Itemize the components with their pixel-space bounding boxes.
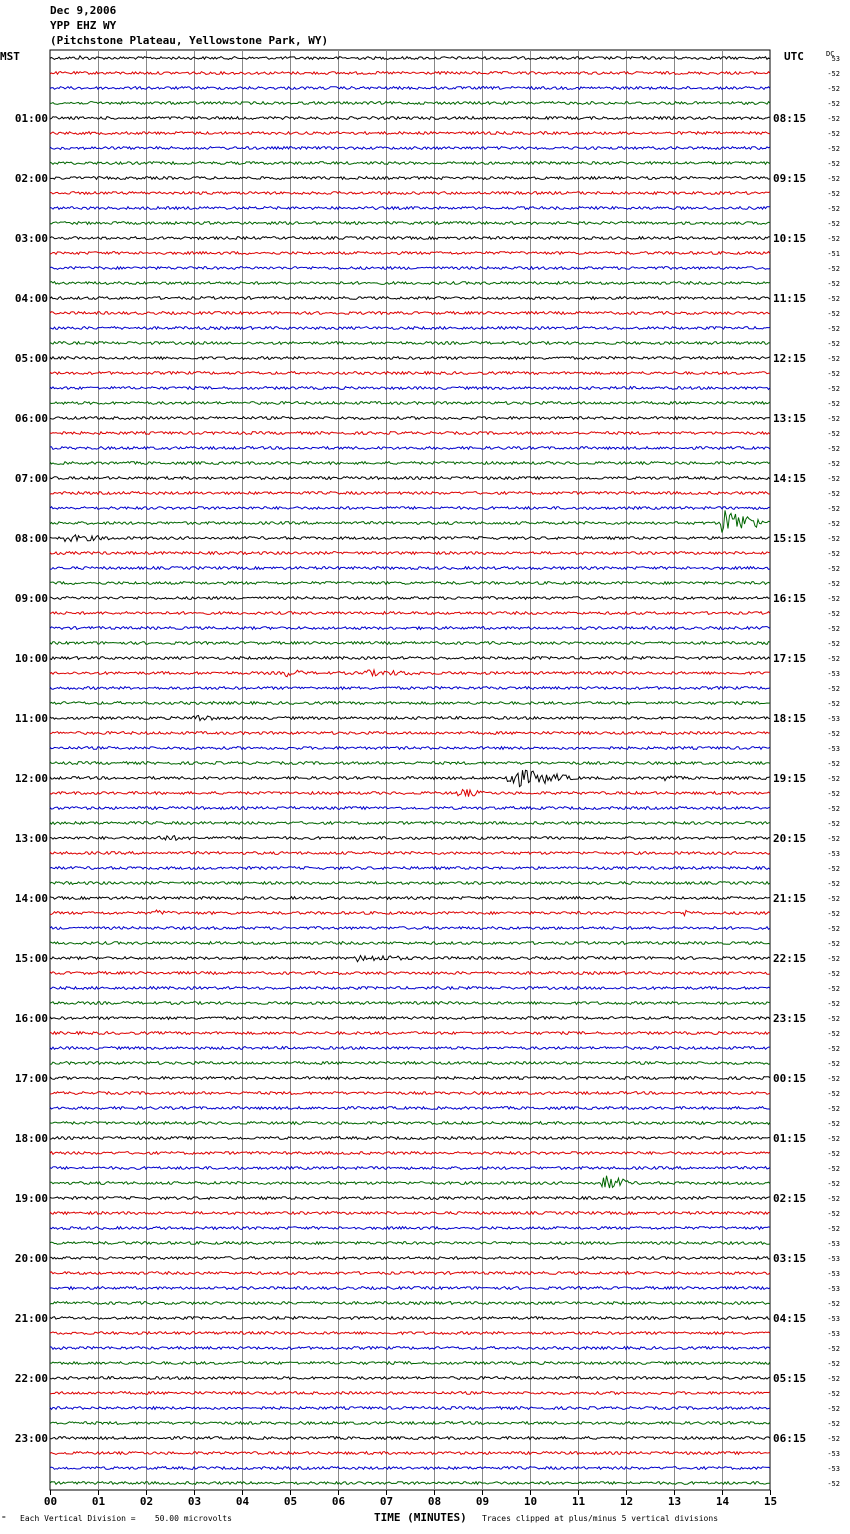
x-tick-label: 06 xyxy=(331,1495,346,1508)
dc-offset-label: -52 xyxy=(827,730,840,738)
x-tick-label: 08 xyxy=(427,1495,442,1508)
trace-row xyxy=(50,1017,770,1020)
trace-row xyxy=(50,657,770,660)
dc-offset-label: -52 xyxy=(827,130,840,138)
trace-row xyxy=(50,1032,770,1035)
dc-offset-label: -52 xyxy=(827,520,840,528)
dc-offset-label: -52 xyxy=(827,145,840,153)
dc-offset-label: -52 xyxy=(827,490,840,498)
trace-row xyxy=(50,897,770,900)
dc-offset-label: -52 xyxy=(827,205,840,213)
dc-offset-label: -52 xyxy=(827,595,840,603)
dc-offset-label: -52 xyxy=(827,370,840,378)
left-hour-label: 10:00 xyxy=(14,652,48,665)
dc-offset-label: -52 xyxy=(827,1180,840,1188)
left-timezone-label: MST xyxy=(0,50,20,63)
dc-offset-label: -53 xyxy=(827,1270,840,1278)
right-hour-label: 06:15 xyxy=(773,1432,807,1445)
clip-note: Traces clipped at plus/minus 5 vertical divisions xyxy=(482,1514,719,1523)
dc-offset-label: -52 xyxy=(827,85,840,93)
dc-offset-label: -52 xyxy=(827,805,840,813)
trace-row xyxy=(50,222,770,225)
dc-offset-label: -53 xyxy=(827,745,840,753)
trace-row xyxy=(50,1047,770,1050)
dc-offset-label: 53 xyxy=(831,55,840,63)
dc-offset-label: -52 xyxy=(827,535,840,543)
dc-offset-label: -52 xyxy=(827,310,840,318)
trace-row xyxy=(50,987,770,990)
dc-offset-label: -52 xyxy=(827,610,840,618)
dc-offset-label: -52 xyxy=(827,1135,840,1143)
dc-offset-label: -53 xyxy=(827,1330,840,1338)
station-code: YPP EHZ WY xyxy=(50,19,117,32)
trace-row xyxy=(50,357,770,360)
left-hour-label: 04:00 xyxy=(14,292,48,305)
dc-offset-label: -52 xyxy=(827,1045,840,1053)
trace-row xyxy=(50,237,770,240)
dc-offset-label: -52 xyxy=(827,835,840,843)
dc-offset-label: -52 xyxy=(827,505,840,513)
trace-row xyxy=(50,342,770,345)
dc-offset-label: -52 xyxy=(827,865,840,873)
trace-row xyxy=(50,147,770,150)
right-hour-label: 23:15 xyxy=(773,1012,807,1025)
x-tick-label: 07 xyxy=(379,1495,394,1508)
trace-row xyxy=(50,702,770,705)
dc-offset-label: -52 xyxy=(827,1420,840,1428)
trace-row xyxy=(50,942,770,945)
trace-row xyxy=(50,1302,770,1305)
trace-row xyxy=(50,1407,770,1410)
left-hour-label: 05:00 xyxy=(14,352,48,365)
dc-offset-label: -52 xyxy=(827,100,840,108)
left-hour-label: 01:00 xyxy=(14,112,48,125)
trace-row xyxy=(50,1377,770,1380)
trace-row xyxy=(50,612,770,615)
right-hour-label: 09:15 xyxy=(773,172,807,185)
trace-row xyxy=(50,132,770,135)
trace-row xyxy=(50,387,770,390)
right-hour-label: 12:15 xyxy=(773,352,807,365)
x-tick-label: 15 xyxy=(763,1495,778,1508)
trace-row xyxy=(50,972,770,975)
dc-offset-label: -52 xyxy=(827,1120,840,1128)
dc-offset-label: -52 xyxy=(827,1165,840,1173)
trace-row xyxy=(50,687,770,690)
dc-offset-label: -53 xyxy=(827,1450,840,1458)
dc-offset-label: -52 xyxy=(827,925,840,933)
trace-row xyxy=(50,117,770,120)
station-location: (Pitchstone Plateau, Yellowstone Park, WY) xyxy=(50,34,329,47)
left-hour-label: 13:00 xyxy=(14,832,48,845)
dc-offset-label: -52 xyxy=(827,265,840,273)
left-hour-label: 18:00 xyxy=(14,1132,48,1145)
dc-offset-label: -52 xyxy=(827,655,840,663)
trace-row xyxy=(50,282,770,285)
left-hour-label: 23:00 xyxy=(14,1432,48,1445)
trace-row xyxy=(50,1077,770,1080)
trace-row xyxy=(50,1347,770,1350)
dc-offset-label: -52 xyxy=(827,1000,840,1008)
dc-offset-label: -52 xyxy=(827,880,840,888)
right-hour-label: 08:15 xyxy=(773,112,807,125)
trace-row xyxy=(50,807,770,810)
trace-row xyxy=(50,582,770,585)
right-hour-label: 04:15 xyxy=(773,1312,807,1325)
x-tick-label: 13 xyxy=(667,1495,682,1508)
vertical-division-note: Each Vertical Division = 50.00 microvolts xyxy=(20,1514,232,1523)
dc-offset-label: -52 xyxy=(827,985,840,993)
trace-row xyxy=(50,882,770,885)
x-tick-label: 00 xyxy=(43,1495,58,1508)
trace-row xyxy=(50,822,770,825)
left-hour-label: 03:00 xyxy=(14,232,48,245)
left-hour-label: 22:00 xyxy=(14,1372,48,1385)
dc-offset-label: -52 xyxy=(827,115,840,123)
trace-row xyxy=(50,1152,770,1155)
trace-row xyxy=(50,567,770,570)
trace-row xyxy=(50,1092,770,1095)
right-hour-label: 18:15 xyxy=(773,712,807,725)
dc-offset-label: -52 xyxy=(827,1225,840,1233)
trace-row xyxy=(50,747,770,750)
dc-offset-label: -52 xyxy=(827,1435,840,1443)
trace-row xyxy=(50,56,770,60)
left-hour-label: 17:00 xyxy=(14,1072,48,1085)
trace-row xyxy=(50,462,770,465)
right-hour-label: 19:15 xyxy=(773,772,807,785)
dc-offset-label: -52 xyxy=(827,760,840,768)
trace-row xyxy=(50,1137,770,1140)
trace-row xyxy=(50,252,770,255)
right-hour-label: 13:15 xyxy=(773,412,807,425)
dc-offset-label: -52 xyxy=(827,415,840,423)
dc-offset-label: -52 xyxy=(827,340,840,348)
dc-offset-label: -52 xyxy=(827,280,840,288)
dc-offset-label: -52 xyxy=(827,1090,840,1098)
left-hour-label: 06:00 xyxy=(14,412,48,425)
dc-offset-label: -53 xyxy=(827,850,840,858)
x-tick-label: 10 xyxy=(523,1495,538,1508)
dc-offset-label: -53 xyxy=(827,1240,840,1248)
trace-row xyxy=(50,762,770,765)
trace-row xyxy=(50,447,770,450)
x-tick-label: 02 xyxy=(139,1495,154,1508)
dc-offset-label: -52 xyxy=(827,1360,840,1368)
trace-row xyxy=(50,789,770,796)
right-hour-label: 00:15 xyxy=(773,1072,807,1085)
left-hour-label: 12:00 xyxy=(14,772,48,785)
dc-offset-label: -52 xyxy=(827,700,840,708)
trace-row xyxy=(50,177,770,180)
dc-offset-label: -51 xyxy=(827,250,840,258)
dc-offset-label: -52 xyxy=(827,790,840,798)
trace-row xyxy=(50,432,770,435)
left-hour-label: 19:00 xyxy=(14,1192,48,1205)
dc-offset-label: -53 xyxy=(827,1465,840,1473)
trace-row xyxy=(50,1107,770,1110)
trace-row xyxy=(50,1437,770,1440)
dc-offset-label: -52 xyxy=(827,565,840,573)
dc-offset-label: -52 xyxy=(827,1075,840,1083)
dc-label: DC xyxy=(826,50,835,58)
dc-offset-label: -52 xyxy=(827,820,840,828)
dc-offset-label: -52 xyxy=(827,385,840,393)
dc-offset-label: -53 xyxy=(827,1315,840,1323)
left-hour-label: 08:00 xyxy=(14,532,48,545)
trace-row xyxy=(50,267,770,270)
dc-offset-label: -52 xyxy=(827,910,840,918)
trace-row xyxy=(50,956,770,962)
dc-offset-label: -52 xyxy=(827,445,840,453)
dc-offset-label: -52 xyxy=(827,685,840,693)
trace-row xyxy=(50,297,770,300)
x-tick-label: 11 xyxy=(571,1495,586,1508)
trace-row xyxy=(50,1062,770,1065)
right-hour-label: 03:15 xyxy=(773,1252,807,1265)
dc-offset-label: -52 xyxy=(827,1390,840,1398)
trace-row xyxy=(50,535,770,542)
right-hour-label: 01:15 xyxy=(773,1132,807,1145)
dc-offset-label: -52 xyxy=(827,190,840,198)
dc-offset-label: -52 xyxy=(827,775,840,783)
left-hour-label: 09:00 xyxy=(14,592,48,605)
left-hour-label: 11:00 xyxy=(14,712,48,725)
trace-row xyxy=(50,1482,770,1485)
right-hour-label: 14:15 xyxy=(773,472,807,485)
dc-offset-label: -52 xyxy=(827,1210,840,1218)
dc-offset-label: -52 xyxy=(827,1015,840,1023)
dc-offset-label: -52 xyxy=(827,325,840,333)
x-tick-label: 01 xyxy=(91,1495,106,1508)
dc-offset-label: -52 xyxy=(827,1480,840,1488)
right-hour-label: 21:15 xyxy=(773,892,807,905)
trace-row xyxy=(50,1197,770,1200)
trace-row xyxy=(50,312,770,315)
scale-marker: = xyxy=(2,1514,6,1521)
dc-offset-label: -52 xyxy=(827,295,840,303)
trace-row xyxy=(50,72,770,75)
trace-row xyxy=(50,1467,770,1470)
right-hour-label: 17:15 xyxy=(773,652,807,665)
dc-offset-label: -52 xyxy=(827,970,840,978)
dc-offset-label: -52 xyxy=(827,475,840,483)
dc-offset-label: -52 xyxy=(827,460,840,468)
left-hour-label: 21:00 xyxy=(14,1312,48,1325)
dc-offset-label: -53 xyxy=(827,1255,840,1263)
x-tick-label: 03 xyxy=(187,1495,202,1508)
dc-offset-label: -52 xyxy=(827,1150,840,1158)
right-hour-label: 20:15 xyxy=(773,832,807,845)
x-tick-label: 05 xyxy=(283,1495,298,1508)
right-hour-label: 02:15 xyxy=(773,1192,807,1205)
trace-row xyxy=(50,510,770,532)
trace-row xyxy=(50,1272,770,1275)
left-hour-label: 20:00 xyxy=(14,1252,48,1265)
left-hour-label: 02:00 xyxy=(14,172,48,185)
dc-offset-label: -52 xyxy=(827,430,840,438)
chart-date: Dec 9,2006 xyxy=(50,4,117,17)
dc-offset-label: -52 xyxy=(827,895,840,903)
trace-row xyxy=(50,492,770,495)
left-hour-label: 07:00 xyxy=(14,472,48,485)
trace-row xyxy=(50,1362,770,1365)
dc-offset-label: -53 xyxy=(827,670,840,678)
trace-row xyxy=(50,927,770,930)
dc-offset-label: -52 xyxy=(827,955,840,963)
x-tick-label: 12 xyxy=(619,1495,634,1508)
trace-row xyxy=(50,770,770,786)
trace-row xyxy=(50,597,770,600)
trace-row xyxy=(50,836,770,841)
right-hour-label: 22:15 xyxy=(773,952,807,965)
left-hour-label: 15:00 xyxy=(14,952,48,965)
trace-row xyxy=(50,1392,770,1395)
left-hour-label: 14:00 xyxy=(14,892,48,905)
x-axis-title: TIME (MINUTES) xyxy=(374,1511,467,1524)
dc-offset-label: -52 xyxy=(827,550,840,558)
trace-row xyxy=(50,87,770,90)
dc-offset-label: -52 xyxy=(827,235,840,243)
right-hour-label: 05:15 xyxy=(773,1372,807,1385)
trace-row xyxy=(50,1287,770,1290)
trace-row xyxy=(50,670,770,677)
dc-offset-label: -52 xyxy=(827,580,840,588)
trace-row xyxy=(50,477,770,480)
trace-row xyxy=(50,852,770,855)
trace-row xyxy=(50,732,770,735)
trace-row xyxy=(50,372,770,375)
dc-offset-label: -52 xyxy=(827,640,840,648)
dc-offset-label: -52 xyxy=(827,1105,840,1113)
dc-offset-label: -52 xyxy=(827,400,840,408)
dc-offset-label: -53 xyxy=(827,715,840,723)
dc-offset-label: -52 xyxy=(827,1195,840,1203)
x-tick-label: 09 xyxy=(475,1495,490,1508)
trace-row xyxy=(50,910,770,916)
trace-row xyxy=(50,642,770,645)
trace-row xyxy=(50,1176,770,1188)
dc-offset-label: -52 xyxy=(827,625,840,633)
trace-row xyxy=(50,192,770,195)
right-hour-label: 15:15 xyxy=(773,532,807,545)
trace-row xyxy=(50,1422,770,1425)
dc-offset-label: -52 xyxy=(827,220,840,228)
right-hour-label: 16:15 xyxy=(773,592,807,605)
trace-row xyxy=(50,1452,770,1455)
x-tick-label: 14 xyxy=(715,1495,730,1508)
dc-offset-label: -52 xyxy=(827,1405,840,1413)
trace-row xyxy=(50,716,770,721)
trace-row xyxy=(50,402,770,405)
trace-row xyxy=(50,1002,770,1005)
trace-row xyxy=(50,627,770,630)
trace-row xyxy=(50,1212,770,1215)
trace-row xyxy=(50,207,770,210)
dc-offset-label: -52 xyxy=(827,940,840,948)
trace-row xyxy=(50,1122,770,1125)
dc-offset-label: -52 xyxy=(827,70,840,78)
right-hour-label: 11:15 xyxy=(773,292,807,305)
trace-row xyxy=(50,507,770,510)
dc-offset-label: -52 xyxy=(827,175,840,183)
trace-row xyxy=(50,552,770,555)
left-hour-label: 16:00 xyxy=(14,1012,48,1025)
trace-row xyxy=(50,1167,770,1170)
right-hour-label: 10:15 xyxy=(773,232,807,245)
trace-row xyxy=(50,1242,770,1245)
dc-offset-label: -52 xyxy=(827,1060,840,1068)
trace-row xyxy=(50,1257,770,1260)
dc-offset-label: -52 xyxy=(827,1030,840,1038)
dc-offset-label: -52 xyxy=(827,1345,840,1353)
dc-offset-label: -52 xyxy=(827,1300,840,1308)
trace-row xyxy=(50,327,770,330)
dc-offset-label: -52 xyxy=(827,1375,840,1383)
x-tick-label: 04 xyxy=(235,1495,250,1508)
trace-row xyxy=(50,162,770,165)
trace-row xyxy=(50,1317,770,1320)
trace-row xyxy=(50,1227,770,1230)
trace-row xyxy=(50,102,770,105)
trace-row xyxy=(50,1332,770,1335)
right-timezone-label: UTC xyxy=(784,50,804,63)
trace-row xyxy=(50,417,770,420)
dc-offset-label: -53 xyxy=(827,1285,840,1293)
dc-offset-label: -52 xyxy=(827,355,840,363)
dc-offset-label: -52 xyxy=(827,160,840,168)
trace-row xyxy=(50,867,770,870)
